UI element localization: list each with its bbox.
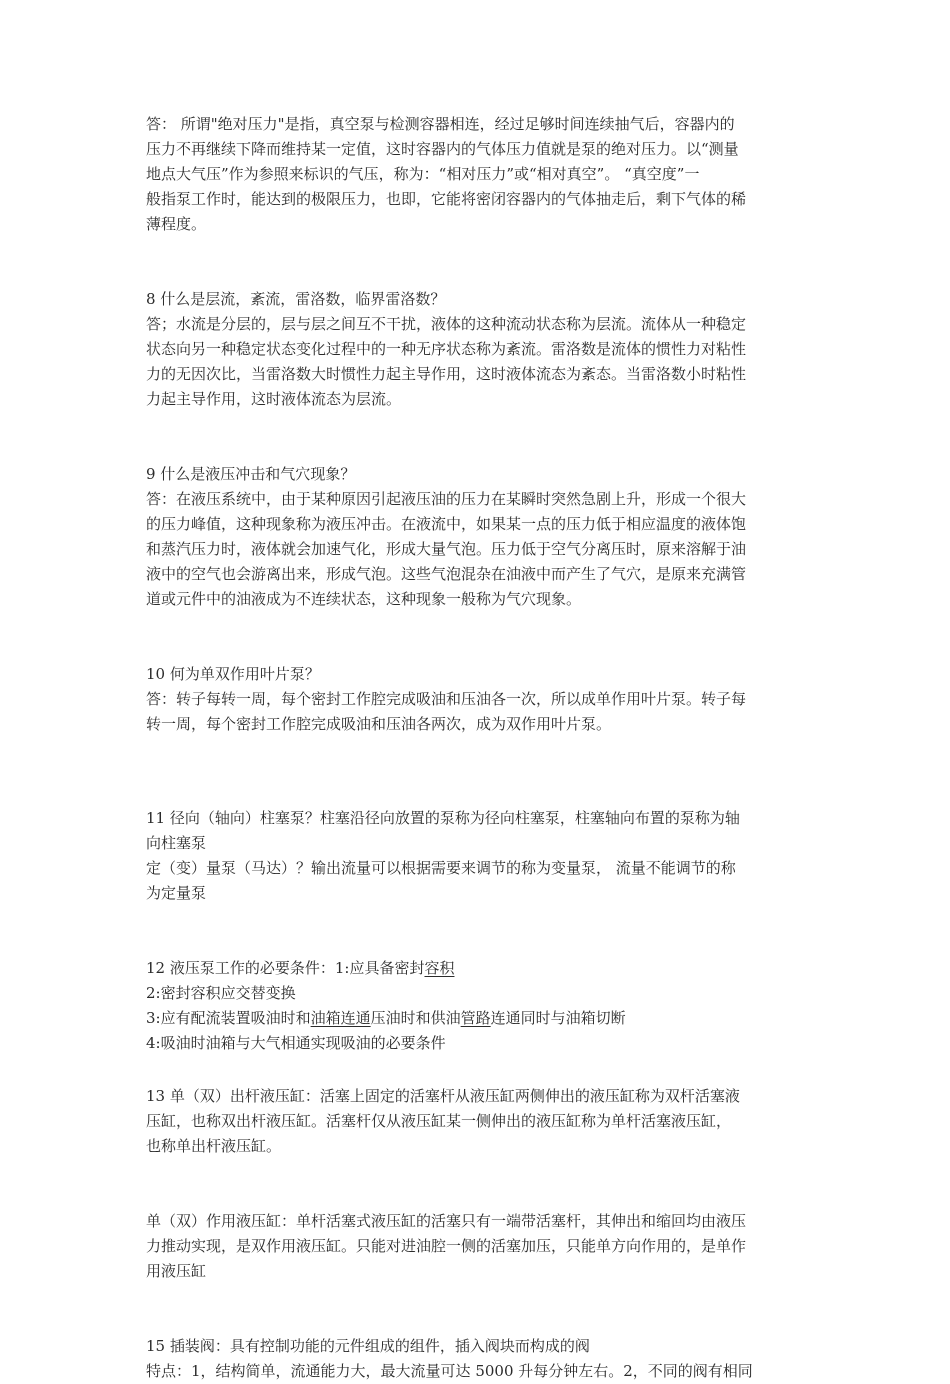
answer-8-line: 力起主导作用，这时液体流态为层流。 — [146, 390, 402, 408]
answer-7-line: 薄程度。 — [146, 215, 207, 233]
question-14-block — [146, 1209, 810, 1284]
underlined-term: 管路 — [460, 1009, 491, 1027]
question-15-block — [146, 1334, 810, 1384]
question-12-line-2: 2:密封容积应交替变换 — [146, 984, 296, 1002]
answer-9-line: 的压力峰值，这种现象称为液压冲击。在液流中，如果某一点的压力低于相应温度的液体饱 — [146, 515, 747, 533]
question-11-line: 向柱塞泵 — [146, 834, 207, 852]
answer-9-line: 液中的空气也会游离出来，形成气泡。这些气泡混杂在油液中而产生了气穴，是原来充满管 — [146, 565, 747, 583]
question-12-line-4: 4:吸油时油箱与大气相通实现吸油的必要条件 — [146, 1034, 446, 1052]
underlined-term: 容积 — [424, 959, 455, 977]
answer-9-line: 答：在液压系统中，由于某种原因引起液压油的压力在某瞬时突然急剧上升，形成一个很大 — [146, 490, 747, 508]
question-12-text: 压油时和供油 — [370, 1009, 461, 1027]
answer-7-line: 地点大气压”作为参照来标识的气压，称为：“相对压力”或“相对真空”。 “真空度”一 — [146, 165, 700, 183]
question-12-line-1 — [146, 956, 810, 981]
answer-7-line: 压力不再继续下降而维持某一定值，这时容器内的气体压力值就是泵的绝对压力。以“测量 — [146, 140, 739, 158]
question-11-line: 11 径向（轴向）柱塞泵？柱塞沿径向放置的泵称为径向柱塞泵，柱塞轴向布置的泵称为轴 — [146, 809, 740, 827]
question-13-line: 13 单（双）出杆液压缸：活塞上固定的活塞杆从液压缸两侧伸出的液压缸称为双杆活塞液 — [146, 1087, 740, 1105]
question-10-title: 10 何为单双作用叶片泵？ — [146, 665, 320, 683]
question-12-text: 连通同时与油箱切断 — [490, 1009, 626, 1027]
question-11-line: 定（变）量泵（马达）？输出流量可以根据需要来调节的称为变量泵， 流量不能调节的称 — [146, 859, 736, 877]
question-13-line: 压缸，也称双出杆液压缸。活塞杆仅从液压缸某一侧伸出的液压缸称为单杆活塞液压缸， — [146, 1112, 732, 1130]
question-14-line: 用液压缸 — [146, 1262, 207, 1280]
answer-9-line: 道或元件中的油液成为不连续状态，这种现象一般称为气穴现象。 — [146, 590, 582, 608]
answer-9-line: 和蒸汽压力时，液体就会加速气化，形成大量气泡。压力低于空气分离压时，原来溶解于油 — [146, 540, 747, 558]
question-8-title: 8 什么是层流，紊流，雷洛数，临界雷洛数？ — [146, 290, 446, 308]
question-13-block — [146, 1084, 810, 1159]
question-9-block — [146, 462, 810, 612]
question-14-line: 力推动实现，是双作用液压缸。只能对进油腔一侧的活塞加压，只能单方向作用的，是单作 — [146, 1237, 747, 1255]
question-11-line: 为定量泵 — [146, 884, 207, 902]
answer-8-line: 力的无因次比，当雷洛数大时惯性力起主导作用，这时液体流态为紊态。当雷洛数小时粘性 — [146, 365, 747, 383]
question-14-line: 单（双）作用液压缸：单杆活塞式液压缸的活塞只有一端带活塞杆，其伸出和缩回均由液压 — [146, 1212, 747, 1230]
answer-10-line: 答：转子每转一周，每个密封工作腔完成吸油和压油各一次，所以成单作用叶片泵。转子每 — [146, 690, 747, 708]
answer-8-line: 状态向另一种稳定状态变化过程中的一种无序状态称为紊流。雷洛数是流体的惯性力对粘性 — [146, 340, 747, 358]
answer-10-line: 转一周，每个密封工作腔完成吸油和压油各两次，成为双作用叶片泵。 — [146, 715, 612, 733]
question-12-text: 12 液压泵工作的必要条件：1:应具备密封 — [146, 959, 425, 977]
question-12-block — [146, 956, 810, 1056]
answer-7-block — [146, 112, 810, 237]
question-13-line: 也称单出杆液压缸。 — [146, 1137, 282, 1155]
answer-7-line: 答： 所谓"绝对压力"是指，真空泵与检测容器相连，经过足够时间连续抽气后，容器内的 — [146, 115, 735, 133]
question-9-title: 9 什么是液压冲击和气穴现象？ — [146, 465, 356, 483]
question-12-text: 3:应有配流装置吸油时和 — [146, 1009, 311, 1027]
answer-8-line: 答；水流是分层的，层与层之间互不干扰，液体的这种流动状态称为层流。流体从一种稳定 — [146, 315, 747, 333]
question-15-line: 特点：1，结构简单，流通能力大，最大流量可达 5000 升每分钟左右。2，不同的阀有相同 — [146, 1362, 753, 1380]
question-11-block — [146, 806, 810, 906]
answer-7-line: 般指泵工作时，能达到的极限压力，也即，它能将密闭容器内的气体抽走后，剩下气体的稀 — [146, 190, 747, 208]
question-8-block — [146, 287, 810, 412]
question-12-line-3 — [146, 1006, 810, 1031]
underlined-term: 油箱连通 — [310, 1009, 371, 1027]
question-10-block — [146, 662, 810, 737]
question-15-line: 15 插装阀：具有控制功能的元件组成的组件，插入阀块而构成的阀 — [146, 1337, 590, 1355]
document-body — [146, 112, 810, 1384]
